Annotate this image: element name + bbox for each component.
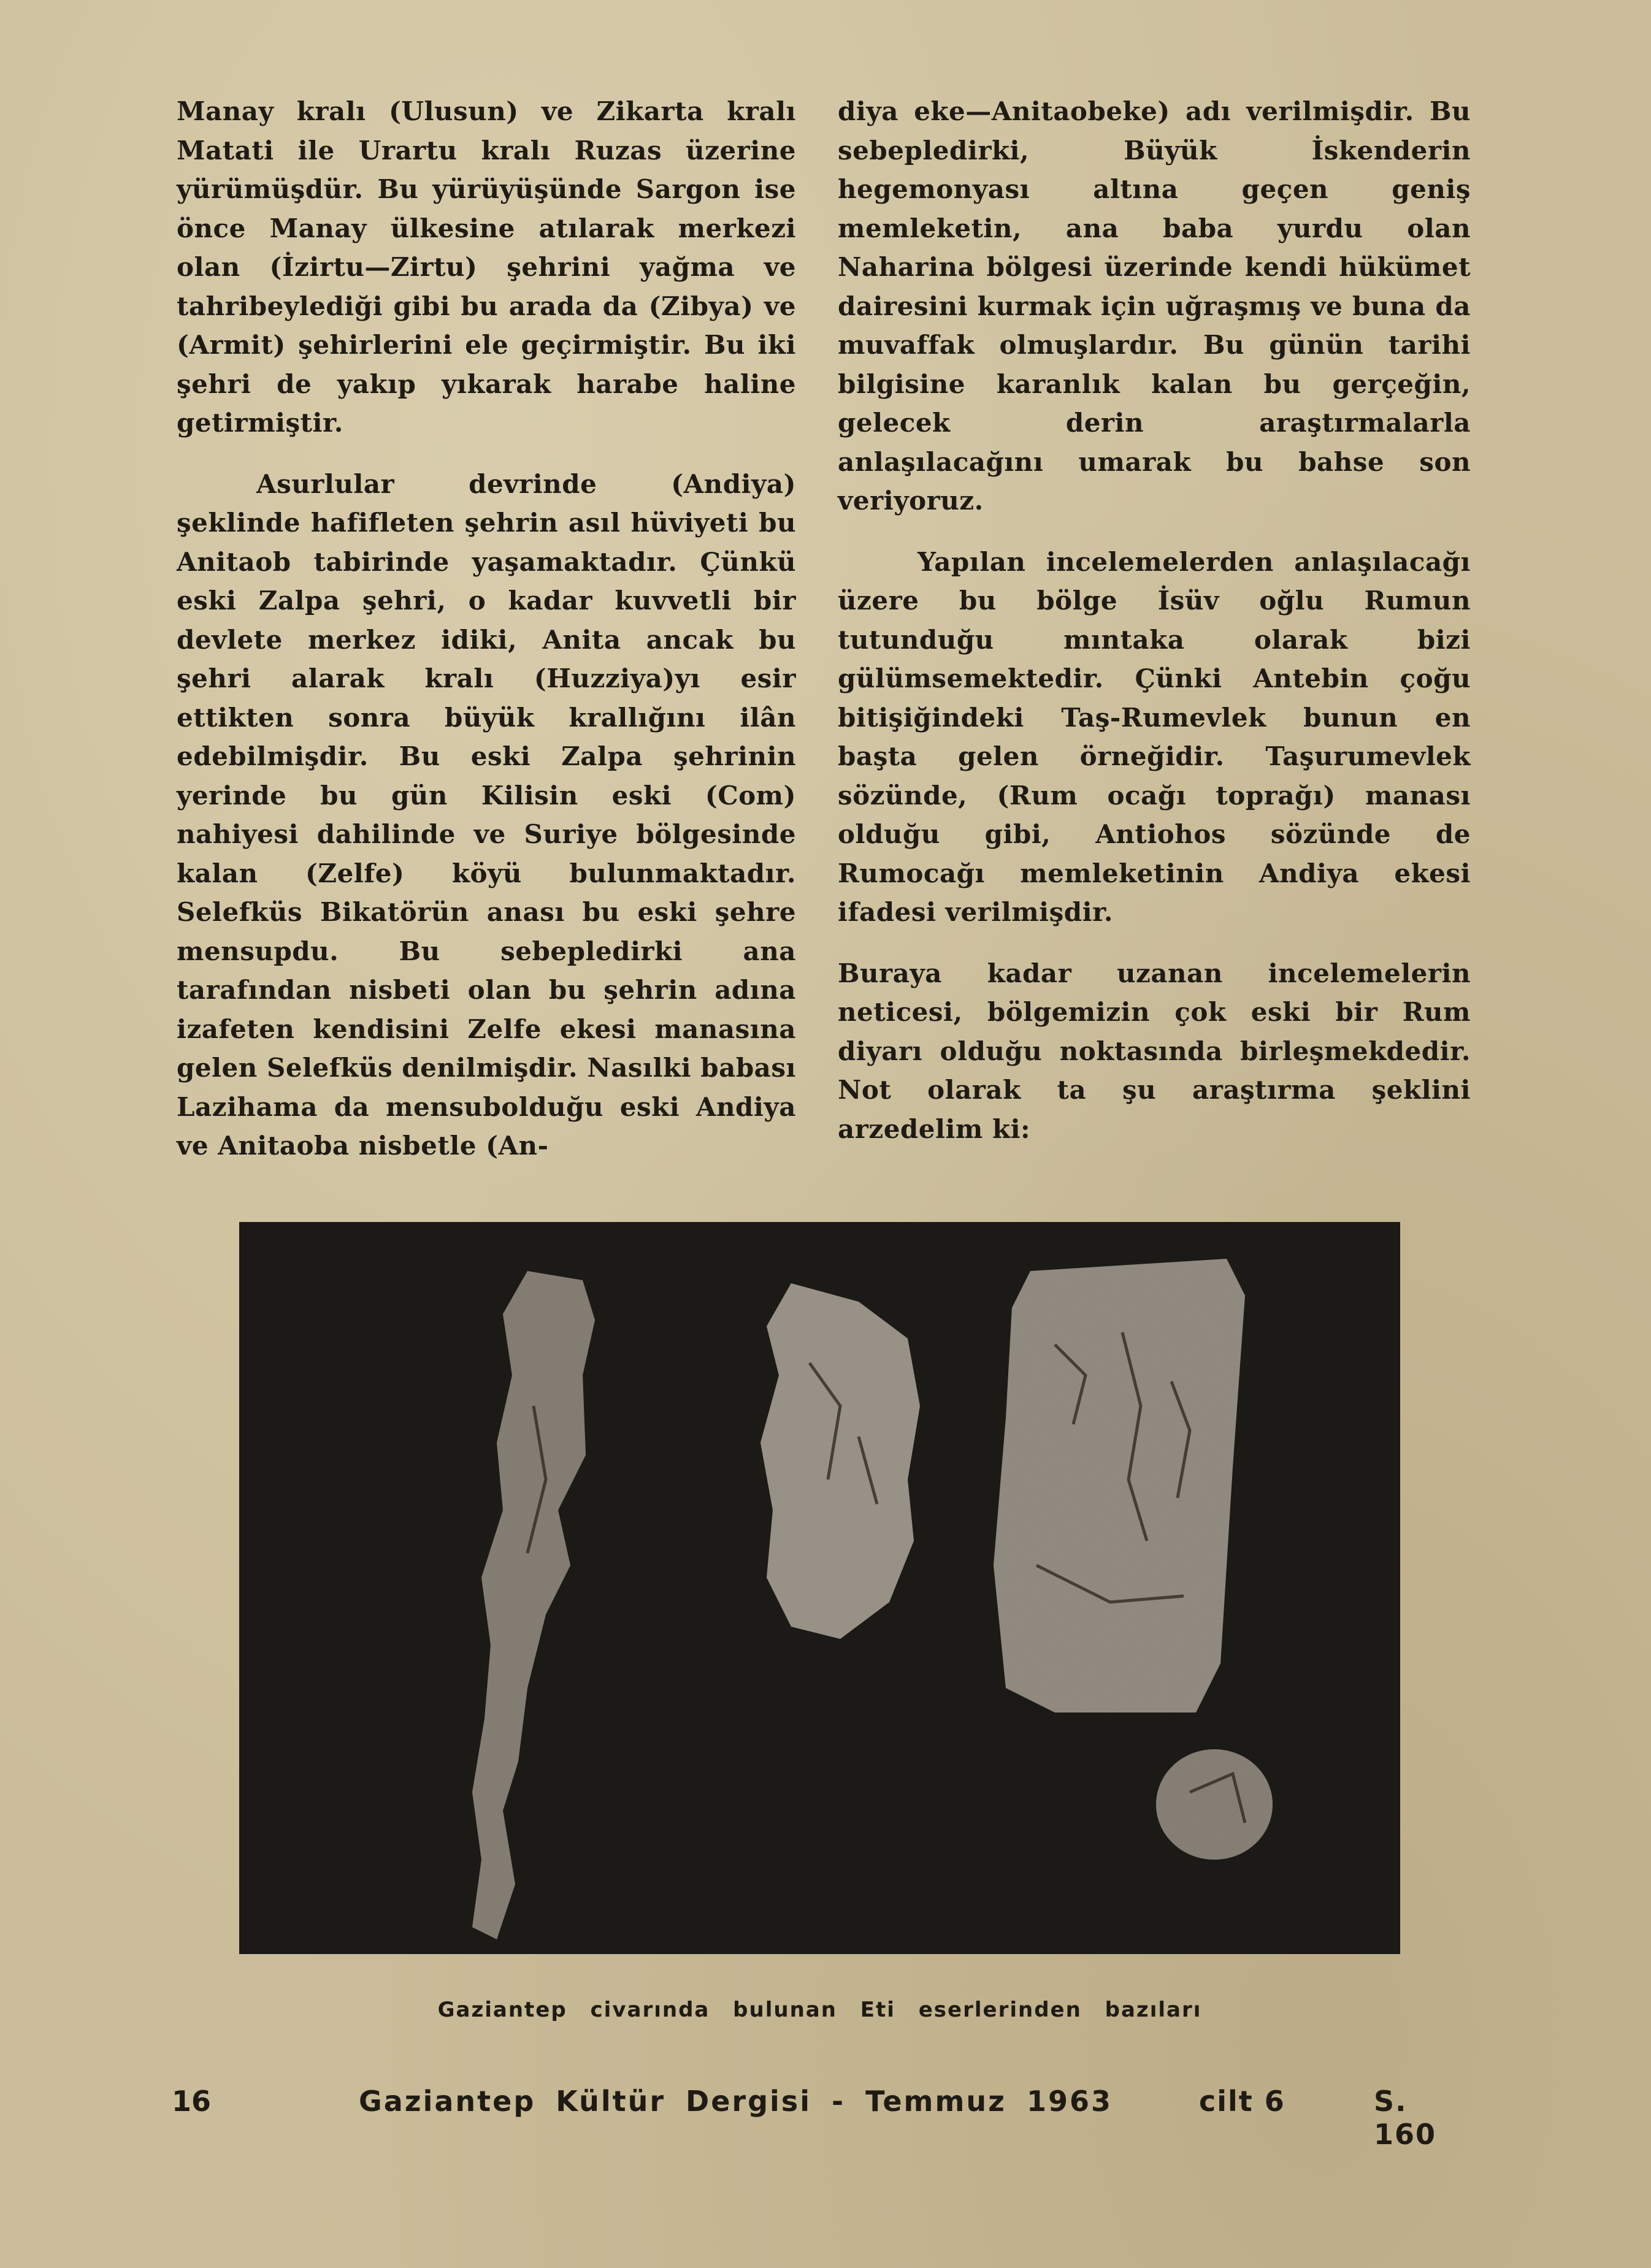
issue-number: S. 160: [1374, 2085, 1437, 2151]
page-number: 16: [172, 2085, 212, 2118]
photo-caption: Gaziantep civarında bulunan Eti eserlerinden bazıları: [437, 1998, 1202, 2022]
right-text-column: [838, 92, 1471, 1148]
paragraph: Yapılan incelemelerden anlaşılacağı üzere bu bölge İsüv oğlu Rumun tutunduğu mıntaka olarak bizi gülümsemektedir. Çünki Antebin çoğu bitişiğindeki Taş-Rumevlek bunun en başta gelen örneğidir. Taşurumevlek sözünde, (Rum ocağı toprağı) manası olduğu gibi, Antiohos sözünde de Rumocağı memleketinin Andiya ekesi ifadesi verilmişdir.: [838, 546, 1471, 927]
left-text-column: [177, 92, 796, 1166]
paragraph: Buraya kadar uzanan incelemelerin neticesi, bölgemizin çok eski bir Rum diyarı olduğu noktasında birleşmekdedir. Not olarak ta şu araştırma şeklini arzedelim ki:: [838, 958, 1471, 1144]
paragraph: Asurlular devrinde (Andiya) şeklinde hafifleten şehrin asıl hüviyeti bu Anitaob tabirinde yaşamaktadır. Çünkü eski Zalpa şehri, o kadar kuvvetli bir devlete merkez idiki, Anita ancak bu şehri alarak kralı (Huzziya)yı esir ettikten sonra büyük krallığını ilân edebilmişdir. Bu eski Zalpa şehrinin yerinde bu gün Kilisin eski (Com) nahiyesi dahilinde ve Suriye bölgesinde kalan (Zelfe) köyü bulunmaktadır. Selefküs Bikatörün anası bu eski şehre mensupdu. Bu sebepledirki ana tarafından nisbeti olan bu şehrin adına izafeten kendisini Zelfe ekesi manasına gelen Selefküs denilmişdir. Nasılki babası Lazihama da mensubolduğu eski Andiya ve Anitaoba nisbetle (An-: [177, 468, 796, 1161]
artifacts-photo-image: [239, 1222, 1400, 1954]
publication-title: Gaziantep Kültür Dergisi - Temmuz 1963: [359, 2085, 1113, 2118]
volume-label: cilt 6: [1199, 2085, 1285, 2118]
paragraph: diya eke—Anitaobeke) adı verilmişdir. Bu sebepledirki, Büyük İskenderin hegemonyası altına geçen geniş memleketin, ana baba yurdu olan Naharina bölgesi üzerinde kendi hükümet dairesini kurmak için uğraşmış ve buna da muvaffak olmuşlardır. Bu günün tarihi bilgisine karanlık kalan bu gerçeğin, gelecek derin araştırmalarla anlaşılacağını umarak bu bahse son veriyoruz.: [838, 96, 1471, 516]
artifacts-photograph: [239, 1222, 1400, 1954]
paragraph: Manay kralı (Ulusun) ve Zikarta kralı Matati ile Urartu kralı Ruzas üzerine yürümüşdür. Bu yürüyüşünde Sargon ise önce Manay ülkesine atılarak merkezi olan (İzirtu—Zirtu) şehrini yağma ve tahribeylediği gibi bu arada da (Zibya) ve (Armit) şehirlerini ele geçirmiştir. Bu iki şehri de yakıp yıkarak harabe haline getirmiştir.: [177, 96, 796, 438]
page-footer: [172, 2085, 1472, 2151]
